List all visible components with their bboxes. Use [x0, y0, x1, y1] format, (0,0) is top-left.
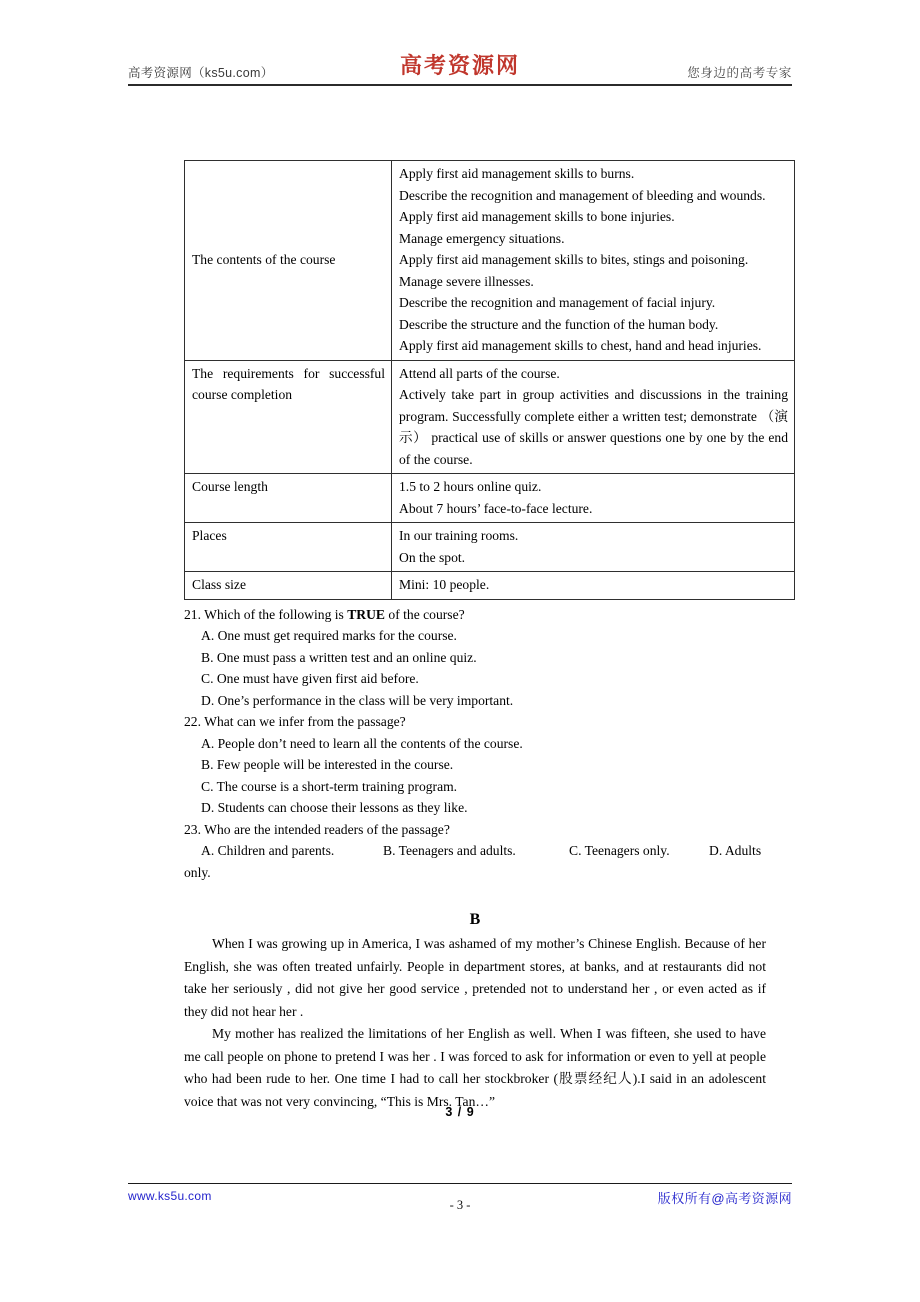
question-stem-21-pre: 21. Which of the following is — [184, 606, 348, 622]
section-title-b: B — [469, 911, 481, 928]
table-line: Mini: 10 people. — [399, 577, 490, 592]
question-stem-21-emphasis: TRUE — [347, 606, 386, 622]
table-cell-body — [392, 474, 795, 523]
questions-block — [184, 604, 766, 884]
course-info-table — [184, 160, 795, 600]
table-line: Manage severe illnesses. — [399, 273, 534, 289]
table-row — [185, 474, 795, 523]
table-cell-label: Places — [185, 523, 392, 572]
footer-page-number: - 3 - — [449, 1198, 471, 1212]
question-23-option-c[interactable]: C. Teenagers only. — [569, 843, 670, 858]
question-stem-23: 23. Who are the intended readers of the passage? — [184, 821, 450, 837]
table-line: Manage emergency situations. — [399, 230, 565, 246]
table-line: Apply first aid management skills to bone injuries. — [399, 209, 675, 224]
table-line: Apply first aid management skills to burns. — [399, 166, 635, 181]
table-cell-body — [392, 523, 795, 572]
question-22-option-c[interactable]: C. The course is a short-term training program. — [201, 778, 458, 794]
header-slogan: 您身边的高考专家 — [687, 66, 792, 80]
table-line: Describe the recognition and management of bleeding and wounds. — [399, 187, 766, 203]
question-21-option-b[interactable]: B. One must pass a written test and an online quiz. — [201, 649, 477, 665]
question-22-option-d[interactable]: D. Students can choose their lessons as they like. — [201, 800, 468, 815]
question-23-options-row — [201, 840, 766, 862]
question-stem-21 — [184, 604, 766, 626]
table-line: About 7 hours’ face-to-face lecture. — [399, 500, 593, 516]
table-line: Describe the recognition and management of facial injury. — [399, 295, 716, 310]
table-cell-label: The contents of the course — [185, 161, 392, 361]
table-line: Actively take part in group activities and discussions in the training program. Successfully complete either a written test; demonstrate （演示） practical use of skills or answer questions one by one by the end of the course. — [399, 387, 788, 467]
table-line: Describe the structure and the function of the human body. — [399, 316, 719, 332]
table-line: Attend all parts of the course. — [399, 365, 560, 381]
question-stem-22: 22. What can we infer from the passage? — [184, 714, 406, 729]
table-line: 1.5 to 2 hours online quiz. — [399, 479, 542, 494]
passage-paragraph-2: My mother has realized the limitations of her English as well. When I was fifteen, she used to have me call people on phone to pretend I was her . I was forced to ask for information or even to yell at people who had been rude to her. One time I had to call her stockbroker (股票经纪人).I said in an adolescent voice that was not very convincing, “This is Mrs. Tan…” — [184, 1026, 766, 1109]
question-21-option-c[interactable]: C. One must have given first aid before. — [201, 671, 419, 686]
table-row — [185, 161, 795, 361]
page-footer — [128, 1183, 792, 1213]
table-line: Apply first aid management skills to chest, hand and head injuries. — [399, 338, 762, 353]
question-23-option-b[interactable]: B. Teenagers and adults. — [383, 843, 516, 858]
table-line: Apply first aid management skills to bites, stings and poisoning. — [399, 252, 749, 267]
page-header — [128, 50, 792, 86]
question-22-option-a[interactable]: A. People don’t need to learn all the contents of the course. — [201, 735, 523, 751]
passage-paragraph-1: When I was growing up in America, I was ashamed of my mother’s Chinese English. Because of her English, she was often treated unfairly. People in department stores, at banks, and at restaurants did not take her seriously , did not give her good service , pretended not to understand her , or even acted as if they did not hear her . — [184, 936, 766, 1019]
table-row — [185, 360, 795, 474]
table-cell-body — [392, 572, 795, 600]
question-22-option-b[interactable]: B. Few people will be interested in the course. — [201, 757, 454, 772]
question-21-option-a[interactable]: A. One must get required marks for the course. — [201, 628, 457, 643]
passage-b — [184, 933, 766, 1113]
table-row — [185, 572, 795, 600]
table-cell-body — [392, 360, 795, 474]
table-cell-body — [392, 161, 795, 361]
footer-url[interactable]: www.ks5u.com — [128, 1189, 212, 1203]
table-cell-label: Class size — [185, 572, 392, 600]
table-cell-label — [185, 360, 392, 474]
question-23-option-d[interactable]: D. Adults — [709, 843, 762, 858]
question-stem-21-post: of the course? — [385, 606, 465, 622]
page-progress-mark: 3 / 9 — [445, 1105, 475, 1119]
table-line: On the spot. — [399, 549, 466, 565]
question-23-option-a[interactable]: A. Children and parents. — [201, 843, 335, 858]
table-label-text: The requirements for successful course completion — [192, 365, 385, 402]
header-logo: 高考资源网 — [399, 53, 521, 78]
question-23-option-d-wrap: only. — [184, 864, 211, 880]
footer-copyright: 版权所有@高考资源网 — [657, 1191, 792, 1206]
document-content — [184, 160, 788, 1113]
table-row — [185, 523, 795, 572]
table-line: In our training rooms. — [399, 528, 519, 543]
table-cell-label: Course length — [185, 474, 392, 523]
header-site-name: 高考资源网（ks5u.com） — [128, 66, 274, 80]
question-21-option-d[interactable]: D. One’s performance in the class will be very important. — [201, 692, 514, 708]
